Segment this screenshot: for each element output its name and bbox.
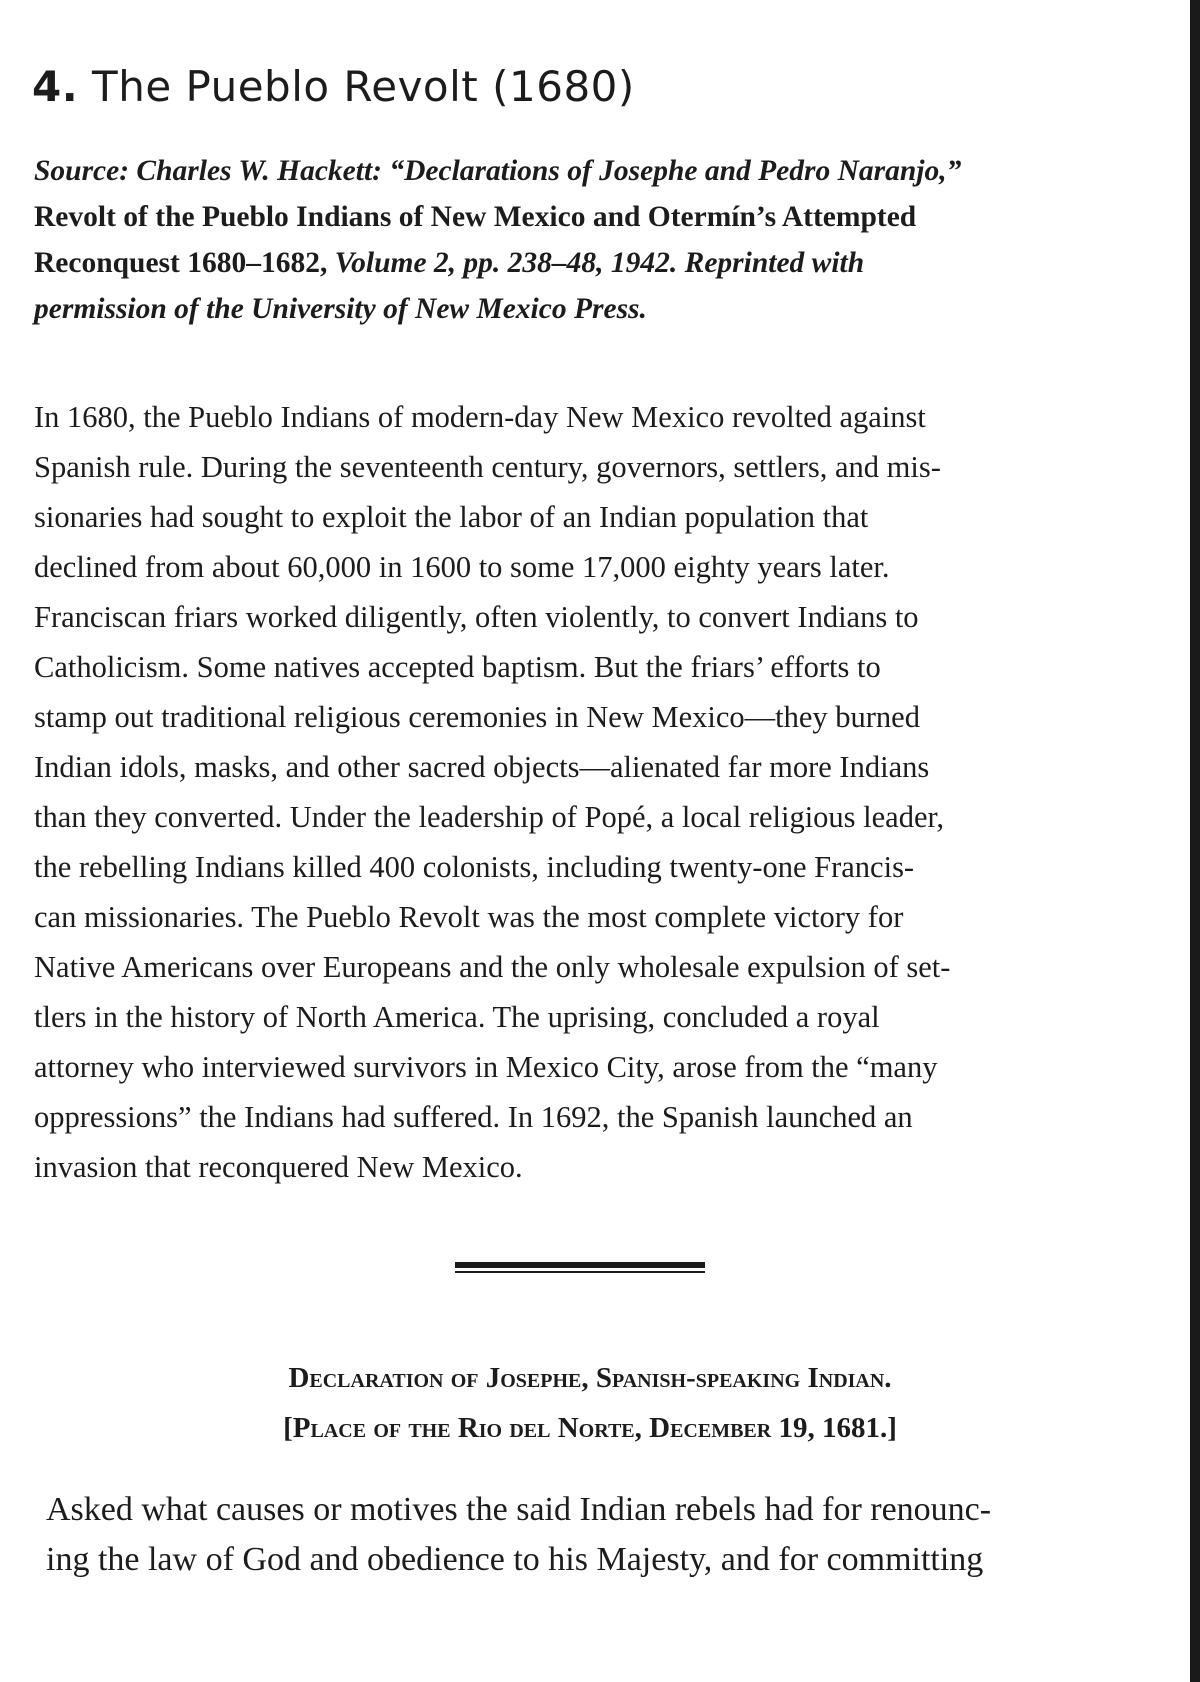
- intro-line: Indian idols, masks, and other sacred objects—alienated far more Indians: [34, 750, 930, 784]
- declaration-line: Asked what causes or motives the said Indian rebels had for renounc-: [46, 1491, 992, 1528]
- page-title: [32, 62, 635, 111]
- title-number: 4.: [32, 62, 79, 111]
- intro-line: Native Americans over Europeans and the only wholesale expulsion of set-: [34, 950, 951, 984]
- source-line-3a: Reconquest 1680–1682,: [34, 247, 335, 279]
- intro-line: tlers in the history of North America. The uprising, concluded a royal: [34, 1000, 880, 1034]
- intro-line: sionaries had sought to exploit the labor of an Indian population that: [34, 500, 869, 534]
- declaration-text: [46, 1485, 1126, 1585]
- intro-line: declined from about 60,000 in 1600 to some 17,000 eighty years later.: [34, 550, 890, 584]
- declaration-heading: [0, 1353, 1180, 1453]
- scan-edge-shadow: [1190, 0, 1200, 1682]
- source-line-1: Source: Charles W. Hackett: “Declarations of Josephe and Pedro Naranjo,”: [34, 155, 962, 187]
- declaration-heading-line-1: Declaration of Josephe, Spanish-speaking Indian.: [288, 1362, 892, 1394]
- intro-line: can missionaries. The Pueblo Revolt was the most complete victory for: [34, 900, 904, 934]
- intro-line: Catholicism. Some natives accepted baptism. But the friars’ efforts to: [34, 650, 881, 684]
- declaration-line: ing the law of God and obedience to his Majesty, and for committing: [46, 1541, 984, 1578]
- intro-line: stamp out traditional religious ceremonies in New Mexico—they burned: [34, 700, 920, 734]
- source-line-2: Revolt of the Pueblo Indians of New Mexico and Otermín’s Attempted: [34, 201, 917, 233]
- intro-line: attorney who interviewed survivors in Mexico City, arose from the “many: [34, 1050, 938, 1084]
- declaration-heading-line-2: [Place of the Rio del Norte, December 19, 1681.]: [283, 1412, 897, 1444]
- divider-thin-rule: [455, 1271, 705, 1273]
- source-line-4: permission of the University of New Mexico Press.: [34, 293, 647, 325]
- source-citation: [34, 148, 1114, 332]
- source-line-3b: Volume 2, pp. 238–48, 1942. Reprinted with: [334, 247, 865, 279]
- title-text: The Pueblo Revolt (1680): [92, 62, 635, 111]
- divider-thick-rule: [455, 1262, 705, 1268]
- section-divider: [455, 1262, 705, 1273]
- intro-line: In 1680, the Pueblo Indians of modern-day New Mexico revolted against: [34, 400, 926, 434]
- intro-line: than they converted. Under the leadership of Popé, a local religious leader,: [34, 800, 945, 834]
- intro-line: invasion that reconquered New Mexico.: [34, 1150, 523, 1184]
- intro-line: Franciscan friars worked diligently, often violently, to convert Indians to: [34, 600, 919, 634]
- intro-paragraph: [34, 392, 1124, 1192]
- intro-line: Spanish rule. During the seventeenth century, governors, settlers, and mis-: [34, 450, 941, 484]
- intro-line: the rebelling Indians killed 400 colonists, including twenty-one Francis-: [34, 850, 915, 884]
- intro-line: oppressions” the Indians had suffered. In 1692, the Spanish launched an: [34, 1100, 913, 1134]
